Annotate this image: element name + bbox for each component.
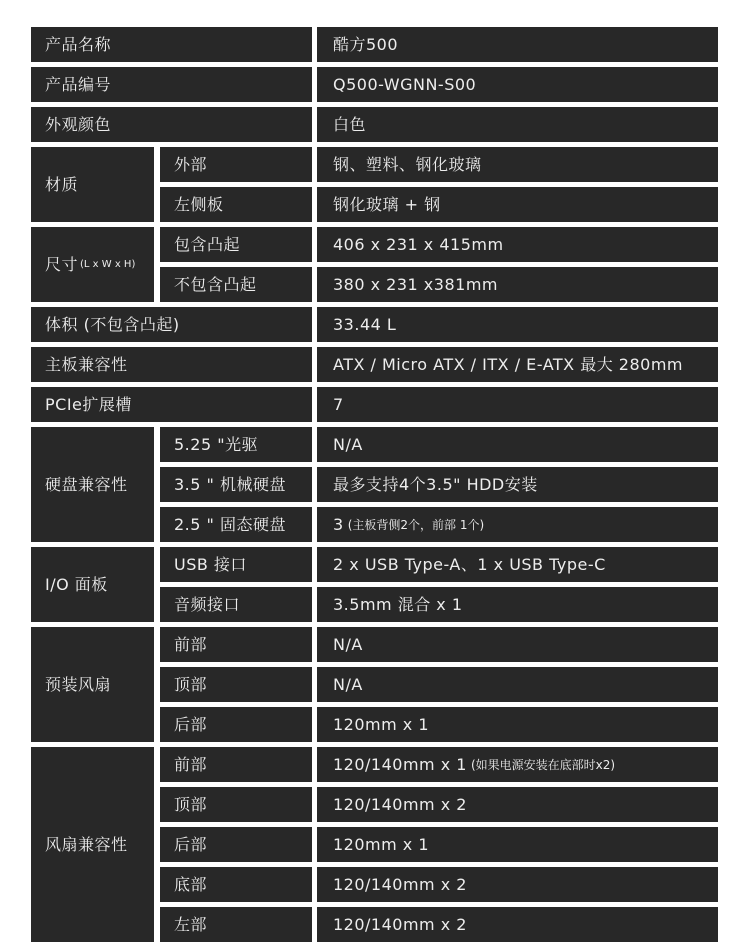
value-cell-text: 钢、塑料、钢化玻璃 <box>333 154 482 174</box>
value-cell <box>317 467 718 502</box>
row-label <box>31 347 312 382</box>
value-cell-text: 120/140mm x 2 <box>333 794 467 814</box>
value-cell <box>317 627 718 662</box>
row-label <box>31 307 312 342</box>
row-label-text: 体积 (不包含凸起) <box>45 314 180 334</box>
value-cell <box>317 67 718 102</box>
row-label-text: 产品编号 <box>45 74 112 94</box>
value-cell-text: 酷方500 <box>333 34 399 54</box>
row-label <box>31 747 154 942</box>
value-note: (如果电源安装在底部时x2) <box>470 757 616 772</box>
sub-label <box>160 627 312 662</box>
sub-label <box>160 787 312 822</box>
value-cell <box>317 27 718 62</box>
sub-label <box>160 827 312 862</box>
value-cell <box>317 387 718 422</box>
value-cell <box>317 187 718 222</box>
row-label <box>31 547 154 622</box>
value-note: (主板背侧2个，前部 1个) <box>347 517 485 532</box>
value-cell <box>317 907 718 942</box>
row-label <box>31 147 154 222</box>
sub-label <box>160 467 312 502</box>
value-cell <box>317 667 718 702</box>
value-cell <box>317 347 718 382</box>
value-cell-text: 120mm x 1 <box>333 714 430 734</box>
value-cell-text: ATX / Micro ATX / ITX / E-ATX 最大 280mm <box>333 354 684 374</box>
value-cell-text: N/A <box>333 434 363 454</box>
value-cell-text: N/A <box>333 634 363 654</box>
row-label <box>31 107 312 142</box>
value-cell-text: 钢化玻璃 + 钢 <box>333 194 441 214</box>
value-cell-text: 7 <box>333 394 344 414</box>
sub-label <box>160 707 312 742</box>
row-label-text: 主板兼容性 <box>45 354 128 374</box>
value-cell <box>317 587 718 622</box>
sub-label-text: 前部 <box>174 634 208 654</box>
row-label-text: 硬盘兼容性 <box>45 474 128 494</box>
sub-label <box>160 547 312 582</box>
value-cell <box>317 107 718 142</box>
sub-label <box>160 587 312 622</box>
row-label-text: PCIe扩展槽 <box>45 394 132 414</box>
value-cell-text: 406 x 231 x 415mm <box>333 234 504 254</box>
value-cell-text: 3 <box>333 514 344 534</box>
row-label <box>31 427 154 542</box>
value-cell <box>317 547 718 582</box>
sub-label-text: 底部 <box>174 874 208 894</box>
sub-label-text: 左侧板 <box>174 194 224 214</box>
sub-label-text: 外部 <box>174 154 208 174</box>
value-cell <box>317 827 718 862</box>
value-cell <box>317 307 718 342</box>
value-cell-text: 白色 <box>333 114 367 134</box>
value-cell <box>317 707 718 742</box>
value-cell-text: 2 x USB Type-A、1 x USB Type-C <box>333 554 606 574</box>
row-label-text: I/O 面板 <box>45 574 108 594</box>
row-label-text: 尺寸 <box>45 254 79 274</box>
sub-label <box>160 867 312 902</box>
sub-label-text: 前部 <box>174 754 208 774</box>
value-cell-text: 120mm x 1 <box>333 834 430 854</box>
value-cell-text: 最多支持4个3.5" HDD安装 <box>333 474 538 494</box>
sub-label <box>160 667 312 702</box>
sub-label <box>160 147 312 182</box>
row-label <box>31 27 312 62</box>
value-cell <box>317 867 718 902</box>
row-label <box>31 627 154 742</box>
value-cell-text: 380 x 231 x381mm <box>333 274 498 294</box>
sub-label <box>160 427 312 462</box>
value-cell-text: N/A <box>333 674 363 694</box>
sub-label-text: 3.5 " 机械硬盘 <box>174 474 286 494</box>
value-cell <box>317 507 718 542</box>
sub-label-text: 顶部 <box>174 674 208 694</box>
sub-label <box>160 747 312 782</box>
value-cell <box>317 147 718 182</box>
sub-label-text: 后部 <box>174 714 208 734</box>
value-cell-text: Q500-WGNN-S00 <box>333 74 477 94</box>
value-cell-text: 3.5mm 混合 x 1 <box>333 594 463 614</box>
row-label-text: 材质 <box>45 174 79 194</box>
row-label-text: 产品名称 <box>45 34 112 54</box>
value-cell <box>317 227 718 262</box>
value-cell <box>317 787 718 822</box>
value-cell-text: 33.44 L <box>333 314 397 334</box>
sub-label-text: 5.25 "光驱 <box>174 434 259 454</box>
sub-label <box>160 907 312 942</box>
value-cell <box>317 427 718 462</box>
value-cell-text: 120/140mm x 2 <box>333 914 467 934</box>
sub-label-text: 音频接口 <box>174 594 241 614</box>
row-label <box>31 387 312 422</box>
sub-label-text: 左部 <box>174 914 208 934</box>
sub-label <box>160 227 312 262</box>
row-label-text: 风扇兼容性 <box>45 834 128 854</box>
sub-label <box>160 187 312 222</box>
sub-label-text: 包含凸起 <box>174 234 241 254</box>
row-label-note: (L x W x H) <box>80 258 136 270</box>
sub-label-text: 顶部 <box>174 794 208 814</box>
sub-label-text: 2.5 " 固态硬盘 <box>174 514 286 534</box>
sub-label-text: USB 接口 <box>174 554 247 574</box>
value-cell-text: 120/140mm x 1 <box>333 754 467 774</box>
row-label <box>31 67 312 102</box>
row-label-text: 外观颜色 <box>45 114 112 134</box>
value-cell-text: 120/140mm x 2 <box>333 874 467 894</box>
row-label <box>31 227 154 302</box>
value-cell <box>317 267 718 302</box>
sub-label-text: 后部 <box>174 834 208 854</box>
sub-label-text: 不包含凸起 <box>174 274 257 294</box>
sub-label <box>160 507 312 542</box>
sub-label <box>160 267 312 302</box>
value-cell <box>317 747 718 782</box>
row-label-text: 预装风扇 <box>45 674 112 694</box>
